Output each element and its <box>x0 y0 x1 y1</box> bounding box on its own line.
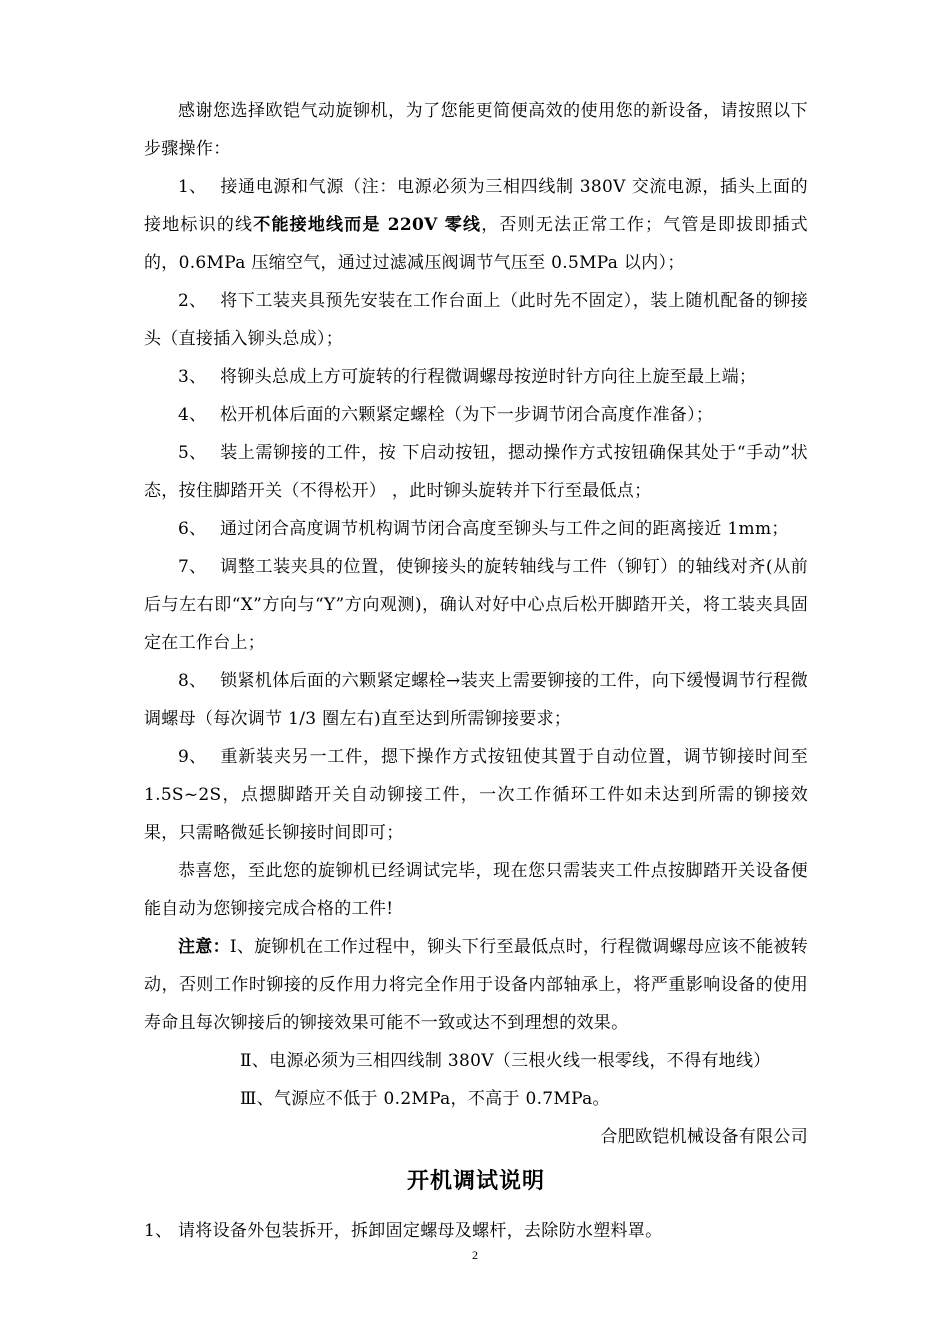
section-step-1 <box>144 1212 808 1250</box>
step-3 <box>144 358 808 396</box>
step-text: 将下工装夹具预先安装在工作台面上（此时先不固定），装上随机配备的铆接头（直接插入铆头总成）； <box>144 291 808 349</box>
notice-paragraph <box>144 928 808 1042</box>
company-name: 合肥欧铠机械设备有限公司 <box>600 1127 808 1147</box>
step-number: 3、 <box>178 367 207 387</box>
document-body <box>144 92 808 1250</box>
step-6 <box>144 510 808 548</box>
step-number: 1、 <box>178 177 207 197</box>
step-number: 9、 <box>178 747 207 767</box>
step-text: 通过闭合高度调节机构调节闭合高度至铆头与工件之间的距离接近 1mm； <box>220 519 789 539</box>
page-number: 2 <box>472 1248 478 1262</box>
step-number: 2、 <box>178 291 207 311</box>
step-number: 5、 <box>178 443 207 463</box>
step-9 <box>144 738 808 852</box>
intro-paragraph: 感谢您选择欧铠气动旋铆机，为了您能更简便高效的使用您的新设备，请按照以下步骤操作： <box>144 101 808 159</box>
step-bold-warning: 不能接地线而是 220V 零线 <box>253 215 482 235</box>
step-number: 6、 <box>178 519 207 539</box>
step-5 <box>144 434 808 510</box>
step-text: 调整工装夹具的位置，使铆接头的旋转轴线与工件（铆钉）的轴线对齐(从前后与左右即“X”方向与“Y”方向观测)，确认对好中心点后松开脚踏开关，将工装夹具固定在工作台上； <box>144 557 808 653</box>
step-text-after: ，否则无法正常工作；气管是即拔即插式的，0.6MPa 压缩空气，通过过滤减压阀调节气压至 0.5MPa 以内）； <box>144 215 808 273</box>
step-text: 接通电源和气源（注：电源必须为三相四线制 380V 交流电源，插头上面的接地标识的线 <box>144 177 808 235</box>
congrats-paragraph: 恭喜您，至此您的旋铆机已经调试完毕，现在您只需装夹工件点按脚踏开关设备便能自动为您铆接完成合格的工件! <box>144 861 808 919</box>
step-number: 4、 <box>178 405 207 425</box>
step-number: 1、 <box>144 1221 173 1241</box>
notice-item-1: Ⅰ、旋铆机在工作过程中，铆头下行至最低点时，行程微调螺母应该不能被转动，否则工作时铆接的反作用力将完全作用于设备内部轴承上，将严重影响设备的使用寿命且每次铆接后的铆接效果可能不一致或达不到理想的效果。 <box>144 937 808 1033</box>
step-number: 8、 <box>178 671 207 691</box>
step-2 <box>144 282 808 358</box>
notice-label: 注意： <box>178 937 230 957</box>
section-title: 开机调试说明 <box>406 1169 545 1194</box>
notice-item-3: Ⅲ、气源应不低于 0.2MPa，不高于 0.7MPa。 <box>240 1089 610 1109</box>
step-8 <box>144 662 808 738</box>
step-text: 将铆头总成上方可旋转的行程微调螺母按逆时针方向往上旋至最上端； <box>220 367 757 387</box>
step-1 <box>144 168 808 282</box>
step-text: 重新装夹另一工件，摁下操作方式按钮使其置于自动位置，调节铆接时间至 1.5S~2S，点摁脚踏开关自动铆接工件，一次工作循环工件如未达到所需的铆接效果，只需略微延长铆接时间即可； <box>144 747 808 843</box>
step-text: 锁紧机体后面的六颗紧定螺栓→装夹上需要铆接的工件，向下缓慢调节行程微调螺母（每次调节 1/3 圈左右)直至达到所需铆接要求； <box>144 671 808 729</box>
step-number: 7、 <box>178 557 207 577</box>
step-text: 请将设备外包装拆开，拆卸固定螺母及螺杆，去除防水塑料罩。 <box>178 1221 663 1241</box>
step-text: 松开机体后面的六颗紧定螺栓（为下一步调节闭合高度作准备）； <box>220 405 714 425</box>
step-4 <box>144 396 808 434</box>
step-text: 装上需铆接的工件，按 下启动按钮，摁动操作方式按钮确保其处于“手动”状态，按住脚踏开关（不得松开） ，此时铆头旋转并下行至最低点； <box>144 443 808 501</box>
step-7 <box>144 548 808 662</box>
notice-item-2: Ⅱ、电源必须为三相四线制 380V（三根火线一根零线，不得有地线） <box>240 1051 771 1071</box>
